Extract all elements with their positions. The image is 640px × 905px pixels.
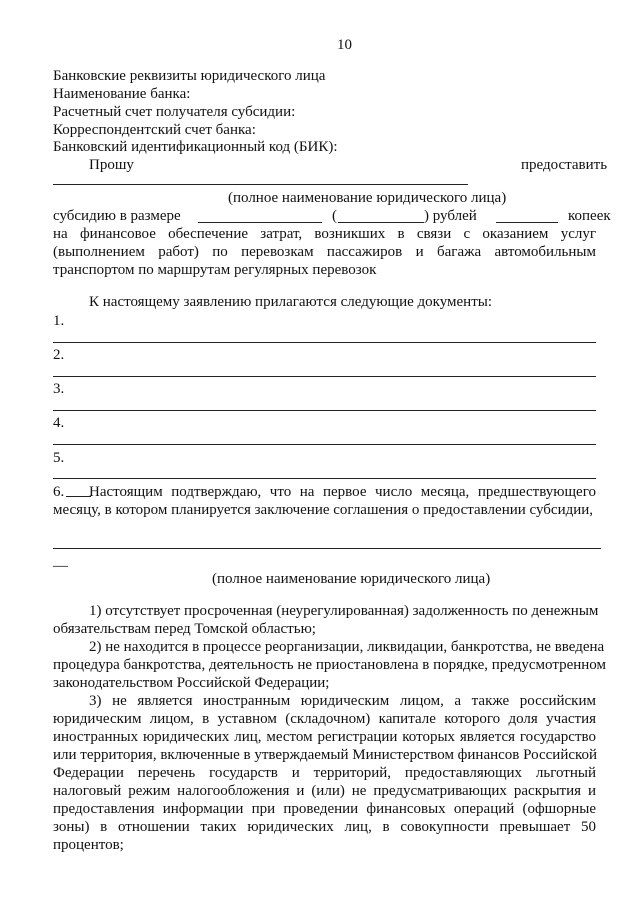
subsidy-amount-label: субсидию в размере bbox=[53, 208, 181, 224]
settlement-account-label: Расчетный счет получателя субсидии: bbox=[53, 104, 296, 120]
confirmation-line: Настоящим подтверждаю, что на первое число месяца, предшествующего bbox=[89, 484, 596, 500]
condition-3-line: процентов; bbox=[53, 837, 124, 853]
attachment-number: 2. bbox=[53, 347, 65, 363]
entity-name-line[interactable] bbox=[53, 184, 468, 185]
request-line: (выполнением работ) по перевозкам пассажиров и багажа автомобильным bbox=[53, 244, 596, 260]
attachment-number: 1. bbox=[53, 313, 65, 329]
request-text bbox=[53, 225, 596, 261]
attachment-number: 5. bbox=[53, 450, 65, 466]
confirmation-entity-line[interactable] bbox=[53, 548, 601, 549]
condition-3-line: зоны) в отношении таких юридических лиц, в совокупности превышает 50 bbox=[53, 819, 596, 835]
request-line: на финансовое обеспечение затрат, возникших в связи с оказанием услуг bbox=[53, 226, 596, 242]
entity-name-caption: (полное наименование юридического лица) bbox=[228, 190, 507, 206]
request-predostavit: предоставить bbox=[521, 157, 608, 173]
request-proshu: Прошу bbox=[89, 157, 134, 173]
confirmation-entity-caption: (полное наименование юридического лица) bbox=[212, 571, 491, 587]
condition-3-line: предоставления информации при проведении финансовых операций (офшорные bbox=[53, 801, 596, 817]
condition-3-text bbox=[53, 710, 596, 836]
condition-3-line: Федерации перечень государств и территорий, предоставляющих льготный bbox=[53, 765, 596, 781]
attachment-number: 6. bbox=[53, 484, 65, 500]
attachment-line[interactable] bbox=[53, 342, 596, 343]
confirmation-line: месяцу, в котором планируется заключение соглашения о предоставлении субсидии, bbox=[53, 502, 594, 518]
condition-3-line: 3) не является иностранным юридическим лицом, а также российским bbox=[89, 693, 596, 709]
amount-words-field[interactable] bbox=[338, 222, 424, 223]
attachment-line[interactable] bbox=[53, 444, 596, 445]
attachment-line[interactable] bbox=[53, 478, 596, 479]
condition-3-line: налоговый режим налогообложения и (или) не предусматривающих раскрытия и bbox=[53, 783, 596, 799]
condition-3-line: юридическим лицом, в уставном (складочном) капитале которого доля участия bbox=[53, 711, 596, 727]
condition-3-line: иностранных юридических лиц, местом регистрации которых является государство bbox=[53, 729, 596, 745]
condition-3-line: или территория, включенные в утверждаемый Министерством финансов Российской bbox=[53, 747, 598, 763]
bank-name-label: Наименование банка: bbox=[53, 86, 191, 102]
confirmation-dash: __ bbox=[53, 553, 68, 569]
attachments-intro: К настоящему заявлению прилагаются следующие документы: bbox=[89, 294, 493, 310]
condition-2-line: законодательством Российской Федерации; bbox=[53, 675, 330, 691]
page-number: 10 bbox=[337, 37, 352, 53]
kopecks-field[interactable] bbox=[496, 222, 558, 223]
attachment-number: 4. bbox=[53, 415, 65, 431]
amount-words-open: ( bbox=[332, 208, 337, 224]
condition-3-text bbox=[89, 692, 596, 710]
attachment-line[interactable] bbox=[66, 496, 91, 497]
rubles-label: ) рублей bbox=[424, 208, 477, 224]
attachment-line[interactable] bbox=[53, 376, 596, 377]
condition-2-line: процедура банкротства, деятельность не приостановлена в порядке, предусмотренном bbox=[53, 657, 606, 673]
condition-2-line: 2) не находится в процессе реорганизации, ликвидации, банкротства, не введена bbox=[89, 639, 605, 655]
condition-1-line: обязательствам перед Томской областью; bbox=[53, 621, 316, 637]
confirmation-text bbox=[89, 483, 596, 501]
condition-1-line: 1) отсутствует просроченная (неурегулированная) задолженность по денежным bbox=[89, 603, 599, 619]
bank-details-heading: Банковские реквизиты юридического лица bbox=[53, 68, 326, 84]
attachment-number: 3. bbox=[53, 381, 65, 397]
correspondent-account-label: Корреспондентский счет банка: bbox=[53, 122, 256, 138]
subsidy-amount-field[interactable] bbox=[198, 222, 322, 223]
bik-label: Банковский идентификационный код (БИК): bbox=[53, 139, 338, 155]
kopecks-label: копеек bbox=[568, 208, 611, 224]
request-line: транспортом по маршрутам регулярных перевозок bbox=[53, 262, 377, 278]
attachment-line[interactable] bbox=[53, 410, 596, 411]
